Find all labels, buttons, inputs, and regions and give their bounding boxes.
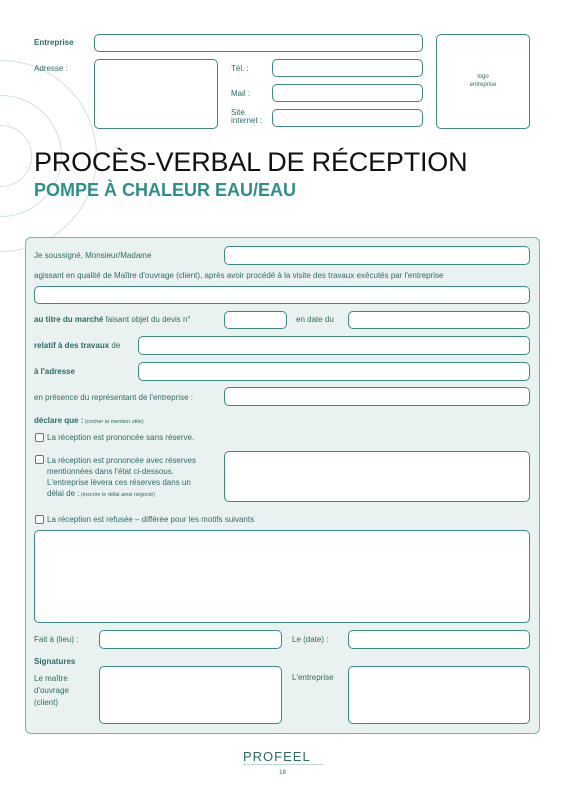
lieu-field[interactable] (99, 630, 282, 649)
option-avec-reserves-label: La réception est prononcée avec réserves mentionnées dans l'état ci-dessous. L'entreprise lèvera ces réserves dans un délai de : (inscrire le délai ainsi négocié) (47, 456, 196, 498)
footer-divider (243, 764, 323, 765)
option-refusee-label: La réception est refusée – différée pour les motifs suivants (47, 515, 255, 524)
site-label: Site internet : (231, 108, 263, 125)
en-date-du-label: en date du (296, 315, 334, 324)
mail-field[interactable] (272, 84, 423, 102)
declare-label: déclare que : (cocher la mention utile) (34, 416, 144, 425)
date-field[interactable] (348, 630, 530, 649)
profeel-logo: PROFEEL (243, 749, 311, 764)
logo-placeholder-line1: logo (477, 74, 489, 80)
signature-client-field[interactable] (99, 666, 282, 724)
motifs-field[interactable] (34, 530, 530, 623)
adresse-travaux-label: à l'adresse (34, 367, 76, 376)
agissant-label: agissant en qualité de Maître d'ouvrage (client), après avoir procédé à la visite des travaux exécutés par l'entreprise (34, 271, 444, 280)
site-field[interactable] (272, 109, 423, 127)
adresse-label: Adresse : (34, 64, 68, 73)
logo-placeholder-line2: entreprise (469, 82, 497, 88)
option-refusee-checkbox[interactable] (35, 515, 44, 524)
option-sans-reserve-label: La réception est prononcée sans réserve. (47, 433, 195, 442)
presence-label: en présence du représentant de l'entreprise : (34, 393, 193, 402)
maitre-ouvrage-label: Le maître d'ouvrage (client) (34, 674, 69, 707)
entreprise-executante-field[interactable] (34, 286, 530, 304)
relatif-label: relatif à des travaux de (34, 341, 121, 350)
delai-field[interactable] (224, 451, 530, 502)
tel-label: Tél. : (231, 64, 249, 73)
logo-box (436, 34, 530, 129)
soussigne-field[interactable] (224, 246, 530, 265)
adresse-field[interactable] (94, 59, 218, 129)
travaux-field[interactable] (138, 336, 530, 355)
entreprise-label: Entreprise (34, 38, 74, 47)
entreprise-signature-label: L'entreprise (292, 673, 334, 682)
soussigne-label: Je soussigné, Monsieur/Madame (34, 251, 152, 260)
page-title: PROCÈS-VERBAL DE RÉCEPTION (34, 147, 468, 177)
devis-number-field[interactable] (224, 311, 287, 329)
tel-field[interactable] (272, 59, 423, 77)
signatures-heading: Signatures (34, 657, 76, 666)
option-avec-reserves-checkbox[interactable] (35, 455, 44, 464)
page-subtitle: POMPE À CHALEUR EAU/EAU (34, 180, 297, 200)
date-label: Le (date) : (292, 635, 329, 644)
signature-entreprise-field[interactable] (348, 666, 530, 724)
option-sans-reserve-checkbox[interactable] (35, 433, 44, 442)
adresse-travaux-field[interactable] (138, 362, 530, 381)
devis-date-field[interactable] (348, 311, 530, 329)
entreprise-field[interactable] (94, 34, 423, 52)
titre-marche-label: au titre du marché faisant objet du devis n° (34, 315, 191, 324)
representant-field[interactable] (224, 387, 530, 406)
mail-label: Mail : (231, 89, 251, 98)
fait-a-label: Fait à (lieu) : (34, 635, 79, 644)
page-number: 18 (279, 770, 286, 776)
